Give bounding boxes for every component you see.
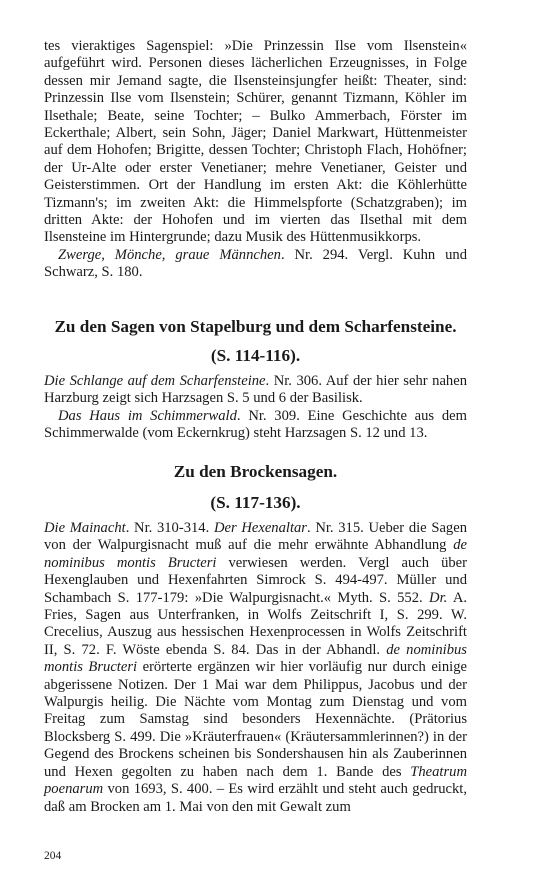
mainacht-paragraph [44,520,467,816]
mainacht-ref: . Nr. 310-314. [125,520,214,536]
notes-text: erörterte ergänzen wir hier vorläufig nur durch einige abgerissene Notizen. Der 1 Mai war dem Philippus, Jacobus und der Walpurgis heilig. Die Nächte vom Montag zum Dienstag und vom Freitag zum Samstag sind besonders Hexennächte. (Prätorius Blocksberg S. 499. Die »Kräuterfrauen« (Kräutersammlerinnen?) in der Gegend des Brockens scheinen bis Sondershausen hin als Zauberinnen und Hexen gegolten zu haben nach dem 1. Bande des [44,659,467,780]
brocken-page-range: (S. 117-136). [210,493,301,512]
dwarfs-reference: . Nr. 294. Vergl. Kuhn und Schwarz, S. 180. [44,246,467,281]
stapelburg-text [44,373,467,443]
closing-text: von 1693, S. 400. – Es wird erzählt und steht auch gedruckt, daß am Brocken am 1. Mai von den mit Gewalt zum [44,781,467,815]
page-number: 204 [44,850,62,862]
doctor-abbrev: Dr. [429,589,448,606]
house-title: Das Haus im Schimmerwald [58,407,237,424]
theatrum-title: Theatrum poenarum [44,763,467,798]
mainacht-title: Die Mainacht [44,520,126,536]
hexenaltar-ref: . Nr. 315. Ueber die Sagen von der Walpurgisnacht muß auf die mehr erwähnte Abhandlung [44,520,468,554]
latin-title-2: de nominibus montis Bructeri [44,641,467,676]
snake-reference: . Nr. 306. Auf der hier sehr nahen Harzburg zeigt sich Harzsagen S. 5 und 6 der Basilisk. [44,373,467,407]
snake-title: Die Schlange auf dem Scharfensteine [44,373,266,389]
hexenaltar-title: Der Hexenaltar [213,520,307,536]
intro-text [44,38,467,282]
snake-paragraph [44,373,467,408]
stapelburg-heading: Zu den Sagen von Stapelburg und dem Scharfensteine. [54,317,457,336]
latin-title-1: de nominibus montis Bructeri [44,537,467,571]
brocken-heading: Zu den Brockensagen. [173,462,338,481]
fries-ref: A. Fries, Sagen aus Unterfranken, in Wolfs Zeitschrift I, S. 299. W. Crecelius, Auszug aus hessischen Hexenprocessen in Wolfs Zeitschrift II, S. 72. F. Wöste ebenda S. 84. Das in der Abhandl. [44,589,468,658]
house-paragraph [44,408,467,443]
intro-paragraph: tes vieraktiges Sagenspiel: »Die Prinzessin Ilse vom Ilsenstein« aufgeführt wird. Personen dieses lächerlichen Erzeugnisses, in Folge dessen mir Jemand sagte, die Ilsensteinsjungfer heißt: Theater, sind: Prinzessin Ilse vom Ilsenstein; Schürer, genannt Tizmann, Köhler im Ilsethale; Beate, seine Tochter; – Bulko Ammerbach, Förster im Eckerthale; Albert, sein Sohn, Jäger; Daniel Markwart, Hüttenmeister auf dem Hohofen; Brigitte, dessen Tochter; Christoph Flach, Hohöfner; der Ur-Alte oder erster Venetianer; mehre Venetianer, Geister und Geisterstimmen. Ort der Handlung im ersten Akt: die Köhlerhütte Tizmann's; im zweiten Akt: die Himmelspforte (Schatzgraben); im dritten Akte: der Hohofen und im vierten das Ilsethal mit dem Ilsensteine im Hintergrunde; dazu Musik des Hüttenmusikkorps. [44,38,467,246]
stapelburg-page-range: (S. 114-116). [210,346,301,365]
simrock-ref: verwiesen werden. Vergl auch über Hexenglauben und Hexenfahrten Simrock S. 494-497. Müller und Schambach S. 177-179: »Die Walpurgisnacht.« Myth. S. 552. [44,554,468,606]
house-reference: . Nr. 309. Eine Geschichte aus dem Schimmerwalde (vom Eckernkrug) steht Harzsagen S. 12 und 13. [44,407,467,442]
dwarfs-title: Zwerge, Mönche, graue Männchen [58,246,281,263]
dwarfs-paragraph [44,247,467,282]
brocken-text [44,520,467,816]
